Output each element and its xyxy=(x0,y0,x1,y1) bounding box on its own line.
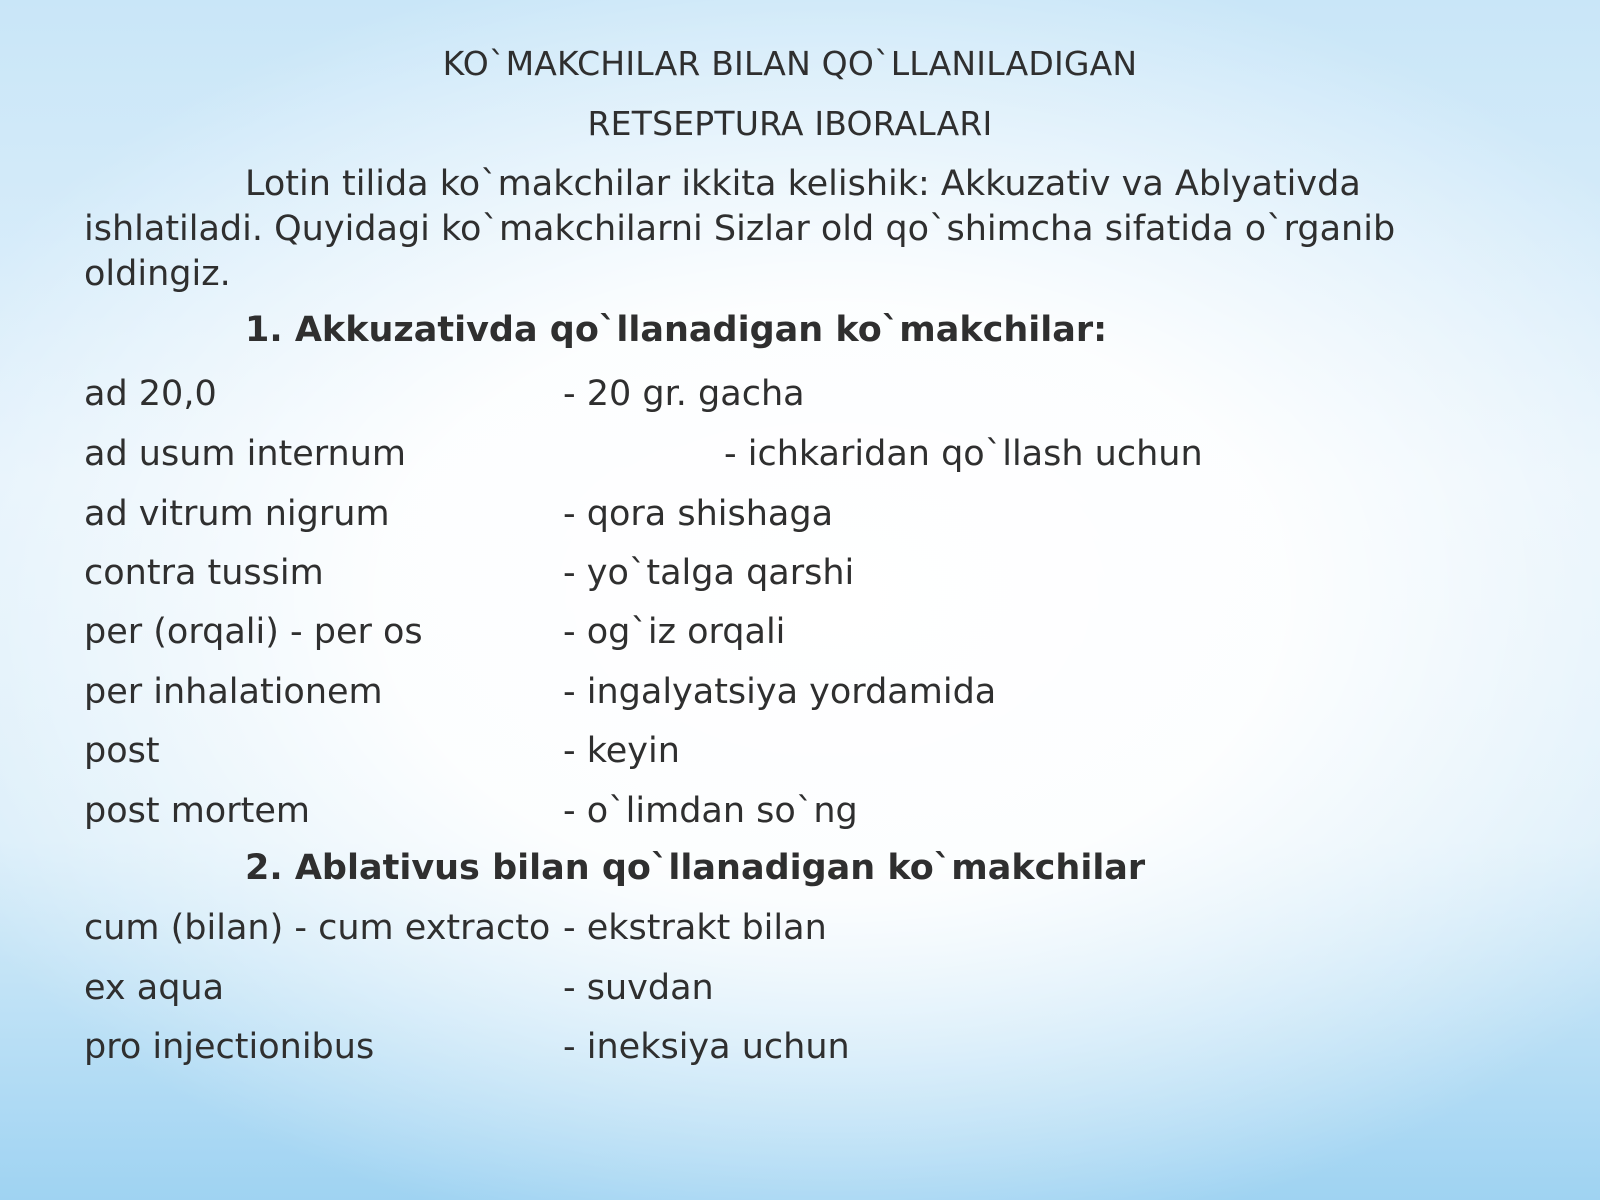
latin-phrase: contra tussim xyxy=(84,553,324,593)
latin-phrase: ex aqua xyxy=(84,968,225,1008)
slide-title-line-1: KO`MAKCHILAR BILAN QO`LLANILADIGAN xyxy=(442,44,1138,83)
uzbek-translation: - ingalyatsiya yordamida xyxy=(563,672,997,712)
latin-phrase: pro injectionibus xyxy=(84,1027,375,1067)
uzbek-translation: - og`iz orqali xyxy=(563,612,786,652)
uzbek-translation: - 20 gr. gacha xyxy=(563,374,805,414)
section-heading-ablative: 2. Ablativus bilan qo`llanadigan ko`makchilar xyxy=(245,848,1146,888)
slide-title-line-2: RETSEPTURA IBORALARI xyxy=(587,104,993,143)
latin-phrase: post xyxy=(84,731,160,771)
latin-phrase: post mortem xyxy=(84,791,310,831)
latin-phrase: per (orqali) - per os xyxy=(84,612,423,652)
intro-paragraph: Lotin tilida ko`makchilar ikkita kelishik: Akkuzativ va Ablyativda ishlatiladi. Quyidagi ko`makchilarni Sizlar old qo`shimcha sifatida o`rganib oldingiz. xyxy=(84,164,1396,294)
uzbek-translation: - suvdan xyxy=(563,968,714,1008)
uzbek-translation: - ekstrakt bilan xyxy=(563,908,827,948)
latin-phrase: ad 20,0 xyxy=(84,374,217,414)
uzbek-translation: - o`limdan so`ng xyxy=(563,791,858,831)
uzbek-translation: - keyin xyxy=(563,731,680,771)
latin-phrase: ad vitrum nigrum xyxy=(84,494,390,534)
uzbek-translation: - ineksiya uchun xyxy=(563,1027,850,1067)
latin-phrase: ad usum internum xyxy=(84,434,407,474)
section-heading-accusative: 1. Akkuzativda qo`llanadigan ko`makchilar: xyxy=(245,310,1108,350)
latin-phrase: per inhalationem xyxy=(84,672,383,712)
uzbek-translation: - ichkaridan qo`llash uchun xyxy=(724,434,1203,474)
uzbek-translation: - qora shishaga xyxy=(563,494,834,534)
latin-phrase: cum (bilan) - cum extracto xyxy=(84,908,551,948)
uzbek-translation: - yo`talga qarshi xyxy=(563,553,855,593)
